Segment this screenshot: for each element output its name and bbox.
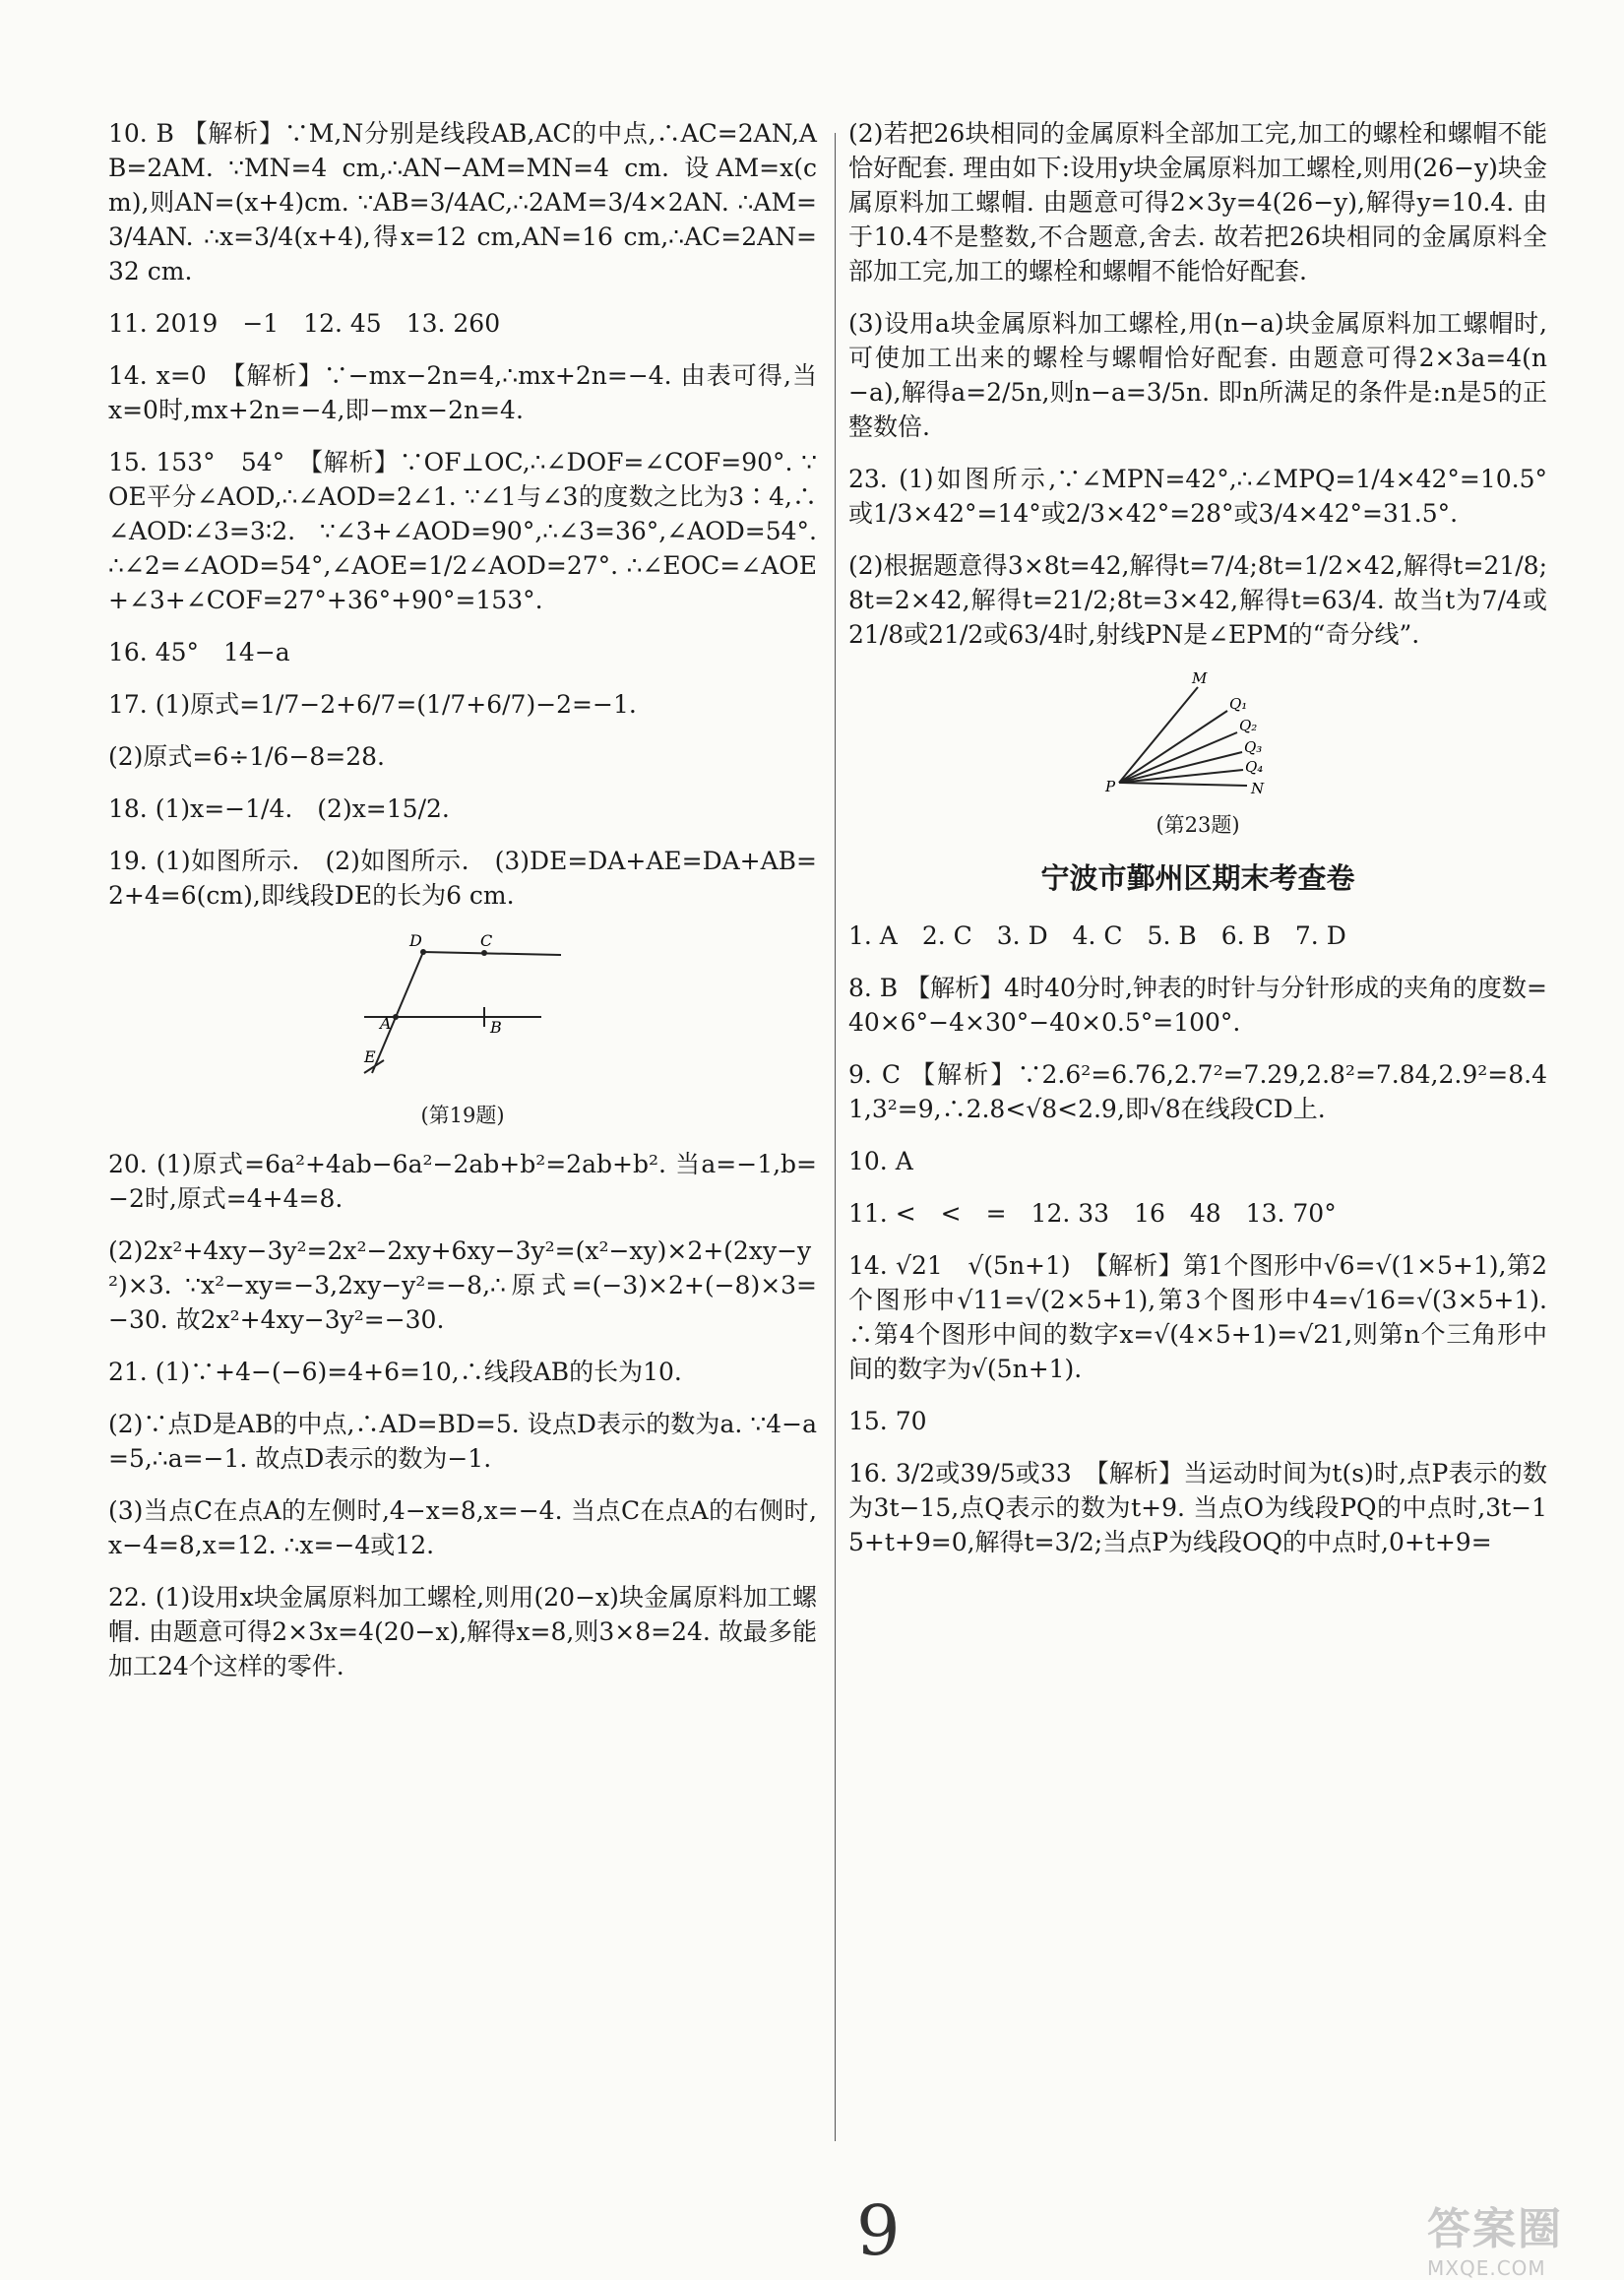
answer-22-3: (3)设用a块金属原料加工螺栓,用(n−a)块金属原料加工螺帽时,可使加工出来的螺栓与螺帽恰好配套. 由题意可得2×3a=4(n−a),解得a=2/5n,则n−a=3/5n. 即n所满足的条件是:n是5的正整数倍. [848,309,1547,441]
answer-14b: 14. √21 √(5n+1) 【解析】第1个图形中√6=√(1×5+1),第2个图形中√11=√(2×5+1),第3个图形中4=√16=√(3×5+1). ∴第4个图形中间的数字x=√(4×5+1)=√21,则第n个三角形中间的数字为√(5n+1). [848,1251,1547,1383]
watermark-bottom: MXQE.COM [1427,2256,1546,2280]
answer-21-2: (2)∵点D是AB的中点,∴AD=BD=5. 设点D表示的数为a. ∵4−a=5,∴a=−1. 故点D表示的数为−1. [108,1410,817,1473]
fig19-label-d: D [409,931,422,950]
answer-23-2: (2)根据题意得3×8t=42,解得t=7/4;8t=1/2×42,解得t=21/8;8t=2×42,解得t=21/2;8t=3×42,解得t=63/4. 故当t为7/4或21/8或21/2或63/4时,射线PN是∠EPM的“奇分线”. [848,551,1547,649]
fig23-label-q2: Q₂ [1239,717,1258,734]
fig19-label-c: C [480,931,493,950]
answer-22-2: (2)若把26块相同的金属原料全部加工完,加工的螺栓和螺帽不能恰好配套. 理由如下:设用y块金属原料加工螺栓,则用(26−y)块金属原料加工螺帽. 由题意可得2×3y=4(26−y),解得y=10.4. 由于10.4不是整数,不合题意,舍去. 故若把26块相同的金属原料全部加工完,加工的螺栓和螺帽不能恰好配套. [848,119,1547,285]
fig23-label-q3: Q₃ [1244,738,1263,756]
fig23-label-p: P [1105,778,1116,795]
figure-19 [108,930,817,1129]
section-title: 宁波市鄞州区期末考查卷 [1040,861,1355,895]
answer-23-1: 23. (1)如图所示,∵∠MPN=42°,∴∠MPQ=1/4×42°=10.5°或1/3×42°=14°或2/3×42°=28°或3/4×42°=31.5°. [848,465,1547,528]
answer-15: 15. 153° 54° 【解析】∵OF⊥OC,∴∠DOF=∠COF=90°. ∵OE平分∠AOD,∴∠AOD=2∠1. ∵∠1与∠3的度数之比为3∶4,∴∠AOD∶∠3=3∶2. ∵∠3+∠AOD=90°,∴∠3=36°,∠AOD=54°. ∴∠2=∠AOD=54°,∠AOE=1/2∠AOD=27°. ∴∠EOC=∠AOE+∠3+∠COF=27°+36°+90°=153°. [108,448,817,614]
page-number: 9 [856,2190,901,2271]
fig23-label-q1: Q₁ [1229,695,1248,713]
answer-17-1: 17. (1)原式=1/7−2+6/7=(1/7+6/7)−2=−1. [108,690,637,719]
fig19-label-b: B [490,1018,502,1037]
right-column [848,116,1547,1577]
figure-23-diagram [1090,669,1306,807]
answer-21-1: 21. (1)∵+4−(−6)=4+6=10,∴线段AB的长为10. [108,1358,682,1386]
answer-10b: 10. A [848,1147,913,1175]
answer-15b: 15. 70 [848,1407,927,1435]
fig23-label-q4: Q₄ [1245,758,1264,776]
figure-19-diagram [344,930,581,1098]
column-divider [835,133,836,2141]
answer-19: 19. (1)如图所示. (2)如图所示. (3)DE=DA+AE=DA+AB=2+4=6(cm),即线段DE的长为6 cm. [108,847,817,910]
fig19-label-a: A [380,1014,392,1033]
left-column [108,116,817,1701]
answer-11-13b: 11. < < = 12. 33 16 48 13. 70° [848,1199,1337,1228]
answer-1-7: 1. A 2. C 3. D 4. C 5. B 6. B 7. D [848,921,1346,950]
figure-23-caption: (第23题) [1156,813,1240,837]
answer-21-3: (3)当点C在点A的左侧时,4−x=8,x=−4. 当点C在点A的右侧时,x−4=8,x=12. ∴x=−4或12. [108,1496,817,1559]
answer-16: 16. 45° 14−a [108,638,290,666]
figure-19-caption: (第19题) [420,1104,505,1127]
answer-14: 14. x=0 【解析】∵−mx−2n=4,∴mx+2n=−4. 由表可得,当x=0时,mx+2n=−4,即−mx−2n=4. [108,361,817,424]
answer-18: 18. (1)x=−1/4. (2)x=15/2. [108,794,450,823]
answer-20-2: (2)2x²+4xy−3y²=2x²−2xy+6xy−3y²=(x²−xy)×2+(2xy−y²)×3. ∵x²−xy=−3,2xy−y²=−8,∴原式=(−3)×2+(−8)×3=−30. 故2x²+4xy−3y²=−30. [108,1236,817,1334]
answer-17-2: (2)原式=6÷1/6−8=28. [108,742,386,771]
watermark-top: 答案圈 [1427,2204,1563,2254]
answer-11-13: 11. 2019 −1 12. 45 13. 260 [108,309,501,338]
answer-22-1: 22. (1)设用x块金属原料加工螺栓,则用(20−x)块金属原料加工螺帽. 由题意可得2×3x=4(20−x),解得x=8,则3×8=24. 故最多能加工24个这样的零件. [108,1583,817,1680]
answer-20-1: 20. (1)原式=6a²+4ab−6a²−2ab+b²=2ab+b². 当a=−1,b=−2时,原式=4+4=8. [108,1150,817,1213]
figure-23 [848,669,1547,839]
answer-16b: 16. 3/2或39/5或33 【解析】当运动时间为t(s)时,点P表示的数为3t−15,点Q表示的数为t+9. 当点O为线段PQ的中点时,3t−15+t+9=0,解得t=3/2;当点P为线段OQ的中点时,0+t+9= [848,1459,1547,1556]
watermark-logo [1427,2193,1614,2280]
fig23-label-m: M [1192,669,1208,687]
answer-8: 8. B 【解析】4时40分时,钟表的时针与分针形成的夹角的度数=40×6°−4×30°−40×0.5°=100°. [848,974,1547,1037]
fig19-label-e: E [364,1047,376,1066]
fig23-label-n: N [1251,780,1265,797]
answer-9: 9. C 【解析】∵2.6²=6.76,2.7²=7.29,2.8²=7.84,2.9²=8.41,3²=9,∴2.8<√8<2.9,即√8在线段CD上. [848,1060,1547,1123]
answer-10: 10. B 【解析】∵M,N分别是线段AB,AC的中点,∴AC=2AN,AB=2AM. ∵MN=4 cm,∴AN−AM=MN=4 cm. 设AM=x(cm),则AN=(x+4)cm. ∵AB=3/4AC,∴2AM=3/4×2AN. ∴AM=3/4AN. ∴x=3/4(x+4),得x=12 cm,AN=16 cm,∴AC=2AN=32 cm. [108,119,817,285]
